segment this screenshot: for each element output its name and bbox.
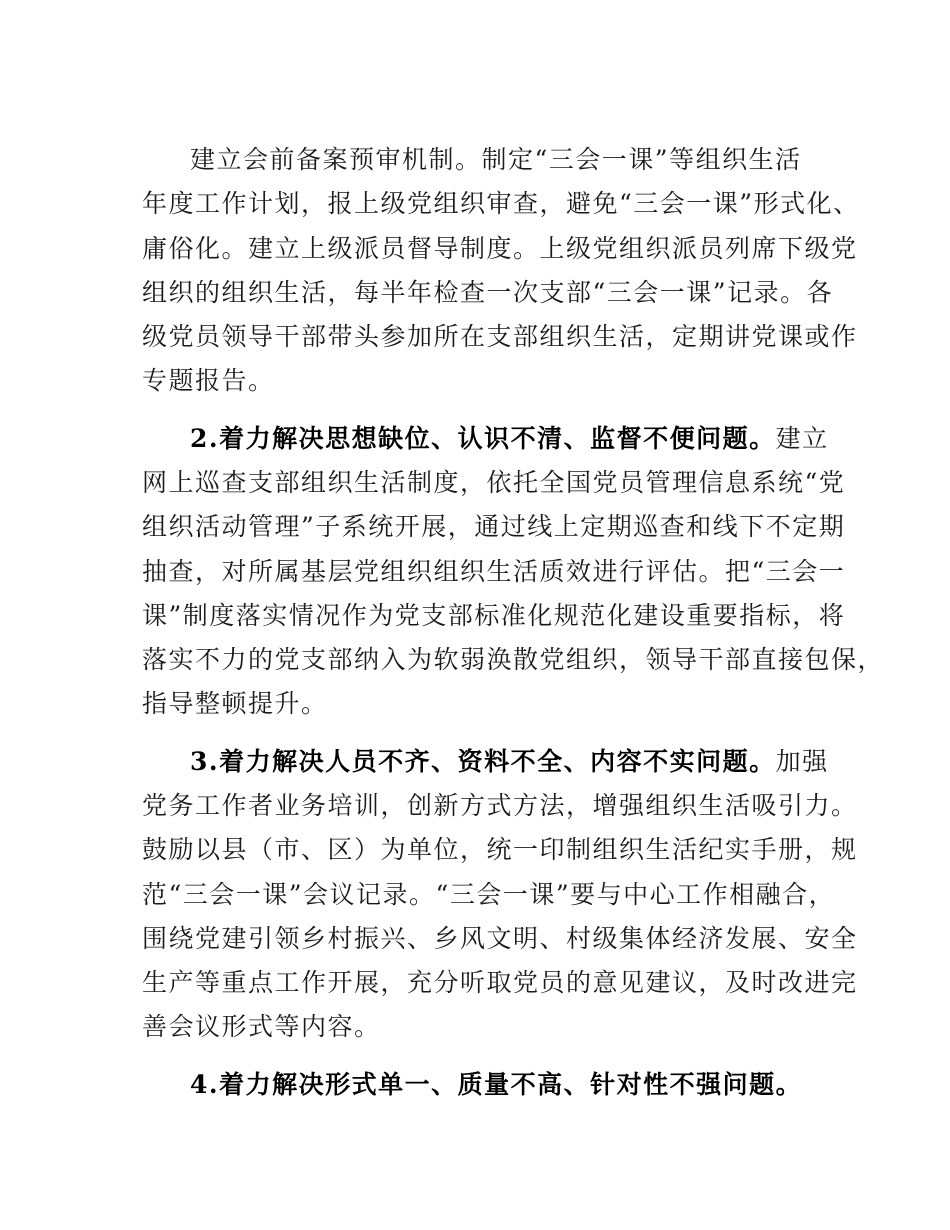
paragraph-3-heading: 3.着力解决人员不齐、资料不全、内容不实问题。 bbox=[190, 747, 776, 776]
paragraph-2-line-1 bbox=[190, 422, 870, 456]
paragraph-3-line-2: 党务工作者业务培训，创新方式方法，增强组织生活吸引力。 bbox=[142, 791, 858, 820]
paragraph-1-line-5: 级党员领导干部带头参加所在支部组织生活，定期讲党课或作 bbox=[142, 322, 858, 351]
paragraph-3-line-4: 范“三会一课”会议记录。“三会一课”要与中心工作相融合， bbox=[142, 880, 836, 909]
paragraph-2-line-6: 落实不力的党支部纳入为软弱涣散党组织，领导干部直接包保， bbox=[142, 645, 885, 674]
paragraph-1-line-6: 专题报告。 bbox=[142, 366, 275, 395]
paragraph-2-heading: 2.着力解决思想缺位、认识不清、监督不便问题。 bbox=[190, 424, 776, 453]
paragraph-4-heading: 4.着力解决形式单一、质量不高、针对性不强问题。 bbox=[190, 1070, 803, 1099]
paragraph-1-line-3: 庸俗化。建立上级派员督导制度。上级党组织派员列席下级党 bbox=[142, 234, 858, 263]
paragraph-2-line-3: 组织活动管理”子系统开展，通过线上定期巡查和线下不定期 bbox=[142, 512, 846, 541]
paragraph-2-line-4: 抽查，对所属基层党组织组织生活质效进行评估。把“三会一 bbox=[142, 557, 846, 586]
paragraph-2-line-5: 课”制度落实情况作为党支部标准化规范化建设重要指标，将 bbox=[142, 601, 846, 630]
paragraph-1-line-1: 建立会前备案预审机制。制定“三会一课”等组织生活 bbox=[190, 145, 802, 174]
paragraph-4-line-1 bbox=[190, 1068, 870, 1102]
paragraph-3-line-7: 善会议形式等内容。 bbox=[142, 1012, 381, 1041]
paragraph-2-first-rest: 建立 bbox=[775, 424, 829, 453]
paragraph-2-line-2: 网上巡查支部组织生活制度，依托全国党员管理信息系统“党 bbox=[142, 468, 846, 497]
paragraph-3-first-rest: 加强 bbox=[775, 747, 829, 776]
paragraph-3-line-1 bbox=[190, 745, 870, 779]
paragraph-3-line-5: 围绕党建引领乡村振兴、乡风文明、村级集体经济发展、安全 bbox=[142, 924, 858, 953]
paragraph-3-line-6: 生产等重点工作开展，充分听取党员的意见建议，及时改进完 bbox=[142, 968, 858, 997]
paragraph-1-line-2: 年度工作计划，报上级党组织审查，避免“三会一课”形式化、 bbox=[142, 189, 860, 218]
paragraph-2-line-7: 指导整顿提升。 bbox=[142, 689, 328, 718]
paragraph-1-line-4: 组织的组织生活，每半年检查一次支部“三会一课”记录。各 bbox=[142, 278, 834, 307]
paragraph-3-line-3: 鼓励以县（市、区）为单位，统一印制组织生活纪实手册，规 bbox=[142, 835, 858, 864]
